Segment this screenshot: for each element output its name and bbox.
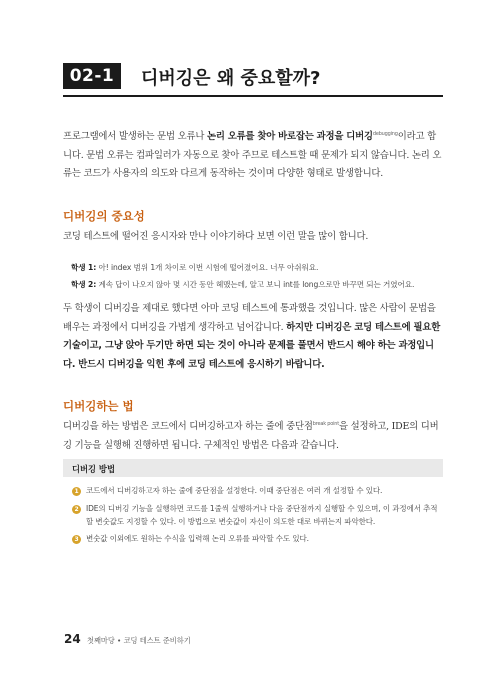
howto-text-2: 을 설정하고, IDE의 디버깅 기능을 실행해 진행하면 됩니다. 구체적인 방법은 다음과 같습니다.	[63, 421, 439, 451]
section-header	[63, 63, 443, 97]
number-badge-2: 2	[72, 505, 81, 514]
section-number: 02-1	[63, 63, 121, 89]
page-number: 24	[64, 632, 81, 646]
intro-superscript: debugging	[372, 131, 398, 137]
debug-method-title: 디버깅 방법	[72, 464, 115, 474]
howto-paragraph	[63, 418, 443, 455]
importance-normal-text: 두 학생이 디버깅을 제대로 했다면 아마 코딩 테스트에 통과했을 것입니다. 많은 사람이 문법을 배우는 과정에서 디버깅을 가볍게 생각하고 넘어갑니다.	[63, 303, 436, 333]
method-item-text: 변숫값 이외에도 원하는 수식을 입력해 논리 오류를 파악할 수도 있다.	[86, 534, 309, 543]
importance-paragraph	[63, 300, 443, 374]
howto-text-1: 디버깅을 하는 방법은 코드에서 디버깅하고자 하는 줄에 중단점	[63, 421, 313, 432]
intro-text-2: 이라고 합니다. 문법 오류는 컴파일러가 자동으로 찾아 주므로 테스트할 때 문제가 되지 않습니다. 논리 오류는 코드가 사용자의 의도와 다르게 동작하는 것이며 다양한 형태로 발생합니다.	[63, 131, 442, 179]
footer-chapter-text: 첫째마당 • 코딩 테스트 준비하기	[87, 636, 191, 645]
importance-intro: 코딩 테스트에 떨어진 응시자와 만나 이야기하다 보면 이런 말을 많이 합니다.	[63, 231, 369, 242]
method-item-text: 코드에서 디버깅하고자 하는 줄에 중단점을 설정한다. 이때 중단점은 여러 개 설정할 수 있다.	[86, 486, 383, 495]
importance-heading: 디버깅의 중요성	[63, 209, 145, 223]
method-item	[72, 503, 440, 528]
howto-superscript: break point	[312, 421, 340, 427]
student-1-text: 아! index 범위 1개 차이로 이번 시험에 떨어졌어요. 너무 아쉬워요.	[96, 263, 319, 272]
student-1-label: 학생 1:	[71, 263, 97, 272]
debug-method-box-header	[63, 459, 443, 477]
intro-paragraph	[63, 128, 443, 184]
method-item	[72, 485, 440, 498]
method-item	[72, 533, 440, 546]
student-1-quote	[71, 262, 443, 273]
importance-bold-text: 하지만 디버깅은 코딩 테스트에 필요한 기술이고, 그냥 앉아 두기만 하면 되는 것이 아니라 문제를 풀면서 반드시 해야 하는 과정입니다. 반드시 디버깅을 익힌 후에 코딩 테스트에 응시하기 바랍니다.	[63, 321, 441, 370]
method-item-text: IDE의 디버깅 기능을 실행하면 코드를 1줄씩 실행하거나 다음 중단점까지 실행할 수 있으며, 이 과정에서 추적할 변숫값도 지정할 수 있다. 이 방법으로 변숫값이 자신이 의도한 대로 바뀌는지 파악한다.	[86, 504, 438, 526]
number-badge-3: 3	[72, 535, 81, 544]
debug-method-box	[63, 459, 443, 554]
student-2-quote	[71, 279, 443, 290]
student-2-label: 학생 2:	[71, 280, 97, 289]
intro-text-1: 프로그램에서 발생하는 문법 오류나	[63, 131, 207, 142]
number-badge-1: 1	[72, 487, 81, 496]
section-title: 디버깅은 왜 중요할까?	[141, 68, 321, 89]
intro-bold-text: 논리 오류를 찾아 바로잡는 과정을 디버깅	[206, 131, 373, 142]
student-2-text: 계속 답이 나오지 않아 몇 시간 동안 헤맸는데, 알고 보니 int를 long으로만 바꾸면 되는 거였어요.	[96, 280, 415, 289]
howto-heading: 디버깅하는 법	[63, 399, 134, 413]
